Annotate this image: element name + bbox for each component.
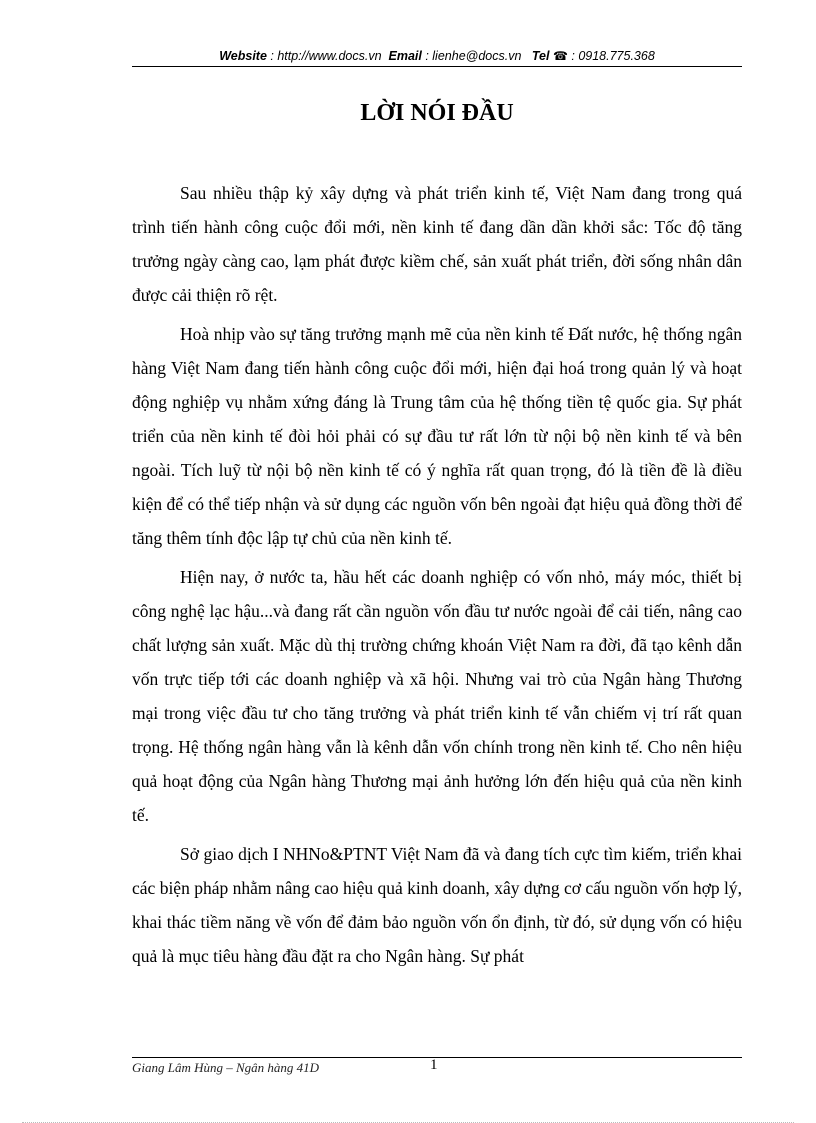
- paragraph: Hoà nhịp vào sự tăng trưởng mạnh mẽ của nền kinh tế Đất nước, hệ thống ngân hàng Việt Nam đang tiến hành công cuộc đổi mới, hiện đại hoá trong quản lý và hoạt động nghiệp vụ nhằm xứng đáng là Trung tâm của hệ thống tiền tệ quốc gia. Sự phát triển của nền kinh tế đòi hỏi phải có sự đầu tư rất lớn từ nội bộ nền kinh tế và bên ngoài. Tích luỹ từ nội bộ nền kinh tế có ý nghĩa rất quan trọng, đó là tiền đề là điều kiện để có thể tiếp nhận và sử dụng các nguồn vốn bên ngoài đạt hiệu quả đồng thời để tăng thêm tính độc lập tự chủ của nền kinh tế.: [132, 324, 742, 548]
- tel-value: 0918.775.368: [578, 49, 655, 63]
- tel-label: Tel: [531, 49, 550, 63]
- paragraph: Sau nhiều thập kỷ xây dựng và phát triển kinh tế, Việt Nam đang trong quá trình tiến hành công cuộc đổi mới, nền kinh tế đang dần dần khởi sắc: Tốc độ tăng trưởng ngày càng cao, lạm phát được kiềm chế, sản xuất phát triển, đời sống nhân dân được cải thiện rõ rệt.: [132, 183, 742, 305]
- website-url[interactable]: http://www.docs.vn: [277, 49, 382, 63]
- email-label: Email: [388, 49, 422, 63]
- document-title: LỜI NÓI ĐẦU: [360, 100, 514, 126]
- paragraph: Hiện nay, ở nước ta, hầu hết các doanh nghiệp có vốn nhỏ, máy móc, thiết bị công nghệ lạc hậu...và đang rất cần nguồn vốn đầu tư nước ngoài để cải tiến, nâng cao chất lượng sản xuất. Mặc dù thị trường chứng khoán Việt Nam ra đời, đã tạo kênh dẫn vốn trực tiếp tới các doanh nghiệp và xã hội. Nhưng vai trò của Ngân hàng Thương mại trong việc đầu tư cho tăng trưởng và phát triển kinh tế vẫn chiếm vị trí rất quan trọng. Hệ thống ngân hàng vẫn là kênh dẫn vốn chính trong nền kinh tế. Cho nên hiệu quả hoạt động của Ngân hàng Thương mại ảnh hưởng lớn đến hiệu quả của nền kinh tế.: [132, 567, 742, 825]
- website-separator: :: [266, 49, 278, 63]
- page-header: [132, 49, 742, 67]
- email-value[interactable]: lienhe@docs.vn: [432, 49, 522, 63]
- document-body: [132, 176, 742, 978]
- paragraph: Sở giao dịch I NHNo&PTNT Việt Nam đã và đang tích cực tìm kiếm, triển khai các biện pháp nhằm nâng cao hiệu quả kinh doanh, xây dựng cơ cấu nguồn vốn hợp lý, khai thác tiềm năng về vốn để đảm bảo nguồn vốn ổn định, từ đó, sử dụng vốn có hiệu quả là mục tiêu hàng đầu đặt ra cho Ngân hàng. Sự phát: [132, 844, 742, 966]
- footer-author: Giang Lâm Hùng – Ngân hàng 41D: [132, 1060, 320, 1075]
- page-number: 1: [430, 1057, 438, 1073]
- tel-separator: :: [567, 49, 579, 63]
- email-separator: :: [421, 49, 433, 63]
- phone-icon: ☎: [552, 49, 568, 63]
- website-label: Website: [219, 49, 267, 63]
